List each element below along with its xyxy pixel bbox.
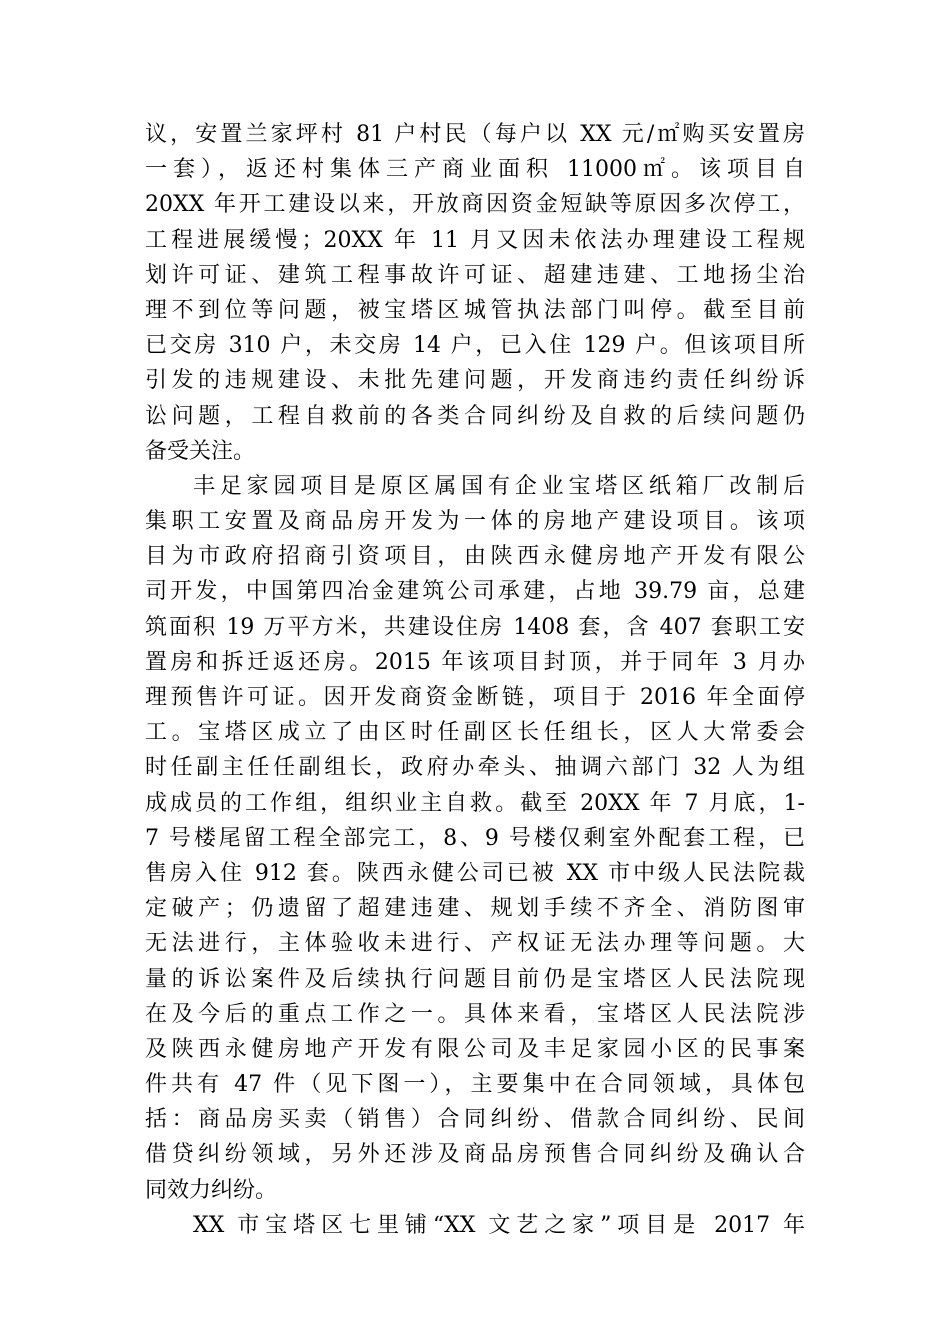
paragraph-line: 议，安置兰家坪村 81 户村民（每户以 XX 元/㎡购买安置房 [145,122,805,147]
paragraph-line: 工。宝塔区成立了由区时任副区长任组长，区人大常委会 [145,720,805,746]
paragraph-line: 目为市政府招商引资项目，由陕西永健房地产开发有限公 [145,544,805,570]
paragraph-line: 成成员的工作组，组织业主自救。截至 20XX 年 7 月底，1- [145,790,805,816]
paragraph-line: 理预售许可证。因开发商资金断链，项目于 2016 年全面停 [145,685,805,710]
paragraph-line: XX 市宝塔区七里铺“XX 文艺之家”项目是 2017 年 [193,1212,805,1238]
paragraph-line: 借贷纠纷领域，另外还涉及商品房预售合同纠纷及确认合 [145,1142,805,1168]
paragraph-line: 时任副主任任副组长，政府办牵头、抽调六部门 32 人为组 [145,755,805,781]
paragraph-line: 7 号楼尾留工程全部完工，8、9 号楼仅剩室外配套工程，已 [145,825,805,851]
paragraph-line: 丰足家园项目是原区属国有企业宝塔区纸箱厂改制后 [193,473,805,499]
paragraph-line: 引发的违规建设、未批先建问题，开发商违约责任纠纷诉 [145,368,805,394]
paragraph-line: 置房和拆迁返还房。2015 年该项目封顶，并于同年 3 月办 [145,649,805,675]
paragraph-line: 集职工安置及商品房开发为一体的房地产建设项目。该项 [145,509,805,535]
paragraph-line: 无法进行，主体验收未进行、产权证无法办理等问题。大 [145,931,805,957]
paragraph-line: 司开发，中国第四冶金建筑公司承建，占地 39.79 亩，总建 [145,579,805,605]
paragraph-line: 工程进展缓慢；20XX 年 11 月又因未依法办理建设工程规 [145,227,805,253]
paragraph-line: 及陕西永健房地产开发有限公司及丰足家园小区的民事案 [145,1036,805,1062]
paragraph-line: 备受关注。 [145,438,256,464]
paragraph-line: 一套），返还村集体三产商业面积 11000㎡。该项目自 [145,157,805,183]
document-body [145,117,805,1243]
paragraph-line: 20XX 年开工建设以来，开放商因资金短缺等原因多次停工， [145,192,805,218]
paragraph-line: 括：商品房买卖（销售）合同纠纷、借款合同纠纷、民间 [145,1107,805,1133]
paragraph-line: 定破产；仍遗留了超建违建、规划手续不齐全、消防图审 [145,896,805,922]
paragraph-line: 在及今后的重点工作之一。具体来看，宝塔区人民法院涉 [145,1001,805,1027]
document-page [145,117,805,1243]
paragraph-line: 理不到位等问题，被宝塔区城管执法部门叫停。截至目前 [145,297,805,323]
paragraph-line: 讼问题，工程自救前的各类合同纠纷及自救的后续问题仍 [145,403,805,429]
paragraph [145,1208,805,1243]
paragraph [145,469,805,1208]
paragraph [145,117,805,469]
paragraph-line: 筑面积 19 万平方米，共建设住房 1408 套，含 407 套职工安 [145,614,805,640]
paragraph-line: 划许可证、建筑工程事故许可证、超建违建、工地扬尘治 [145,262,805,288]
paragraph-line: 同效力纠纷。 [145,1177,278,1203]
paragraph-line: 已交房 310 户，未交房 14 户，已入住 129 户。但该项目所 [145,333,805,359]
paragraph-line: 量的诉讼案件及后续执行问题目前仍是宝塔区人民法院现 [145,966,805,992]
paragraph-line: 售房入住 912 套。陕西永健公司已被 XX 市中级人民法院裁 [145,860,805,886]
paragraph-line: 件共有 47 件（见下图一），主要集中在合同领域，具体包 [145,1072,805,1098]
